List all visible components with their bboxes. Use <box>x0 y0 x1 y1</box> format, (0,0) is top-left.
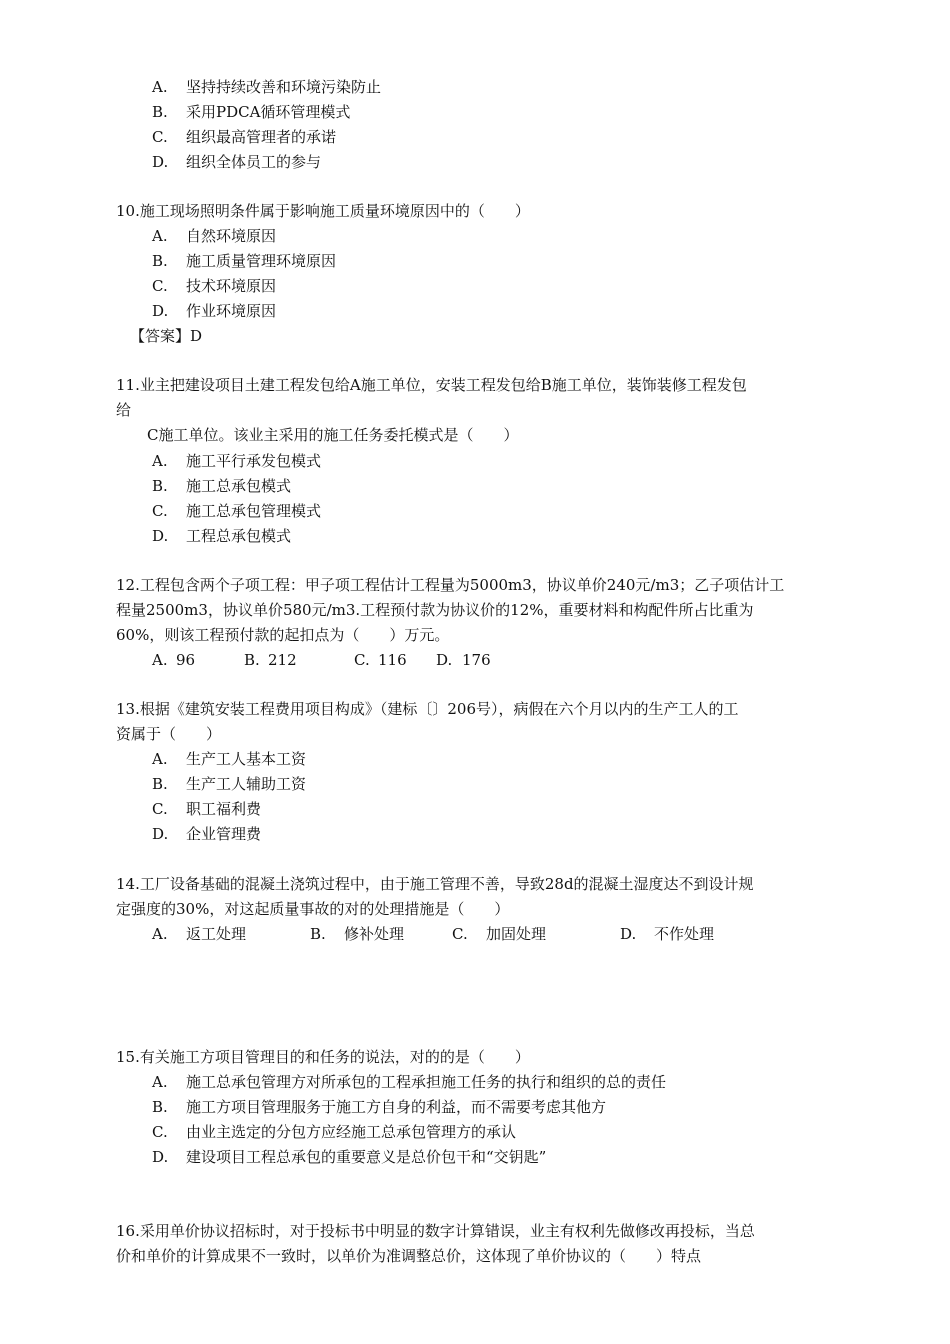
q15-option-d-text: 建设项目工程总承包的重要意义是总价包干和“交钥匙” <box>186 1148 547 1166</box>
q13-option-d-text: 企业管理费 <box>186 825 262 843</box>
q12-option-c-text: 116 <box>378 651 407 669</box>
q13-option-c-letter: C. <box>152 800 168 818</box>
q13-stem-line-2: 资属于（ ） <box>116 725 222 743</box>
q13-option-a-letter: A. <box>152 750 168 768</box>
q11-option-b-letter: B. <box>152 477 168 495</box>
q10-option-a-letter: A. <box>152 227 168 245</box>
q15-option-a-text: 施工总承包管理方对所承包的工程承担施工任务的执行和组织的总的责任 <box>186 1073 667 1091</box>
q15-option-c-letter: C. <box>152 1123 168 1141</box>
q14-stem-line-1: 14.工厂设备基础的混凝土浇筑过程中，由于施工管理不善，导致28d的混凝土湿度达不到设计规 <box>116 875 754 893</box>
q10-option-c-text: 技术环境原因 <box>186 277 277 295</box>
q14-option-d-text: 不作处理 <box>654 925 715 943</box>
q14-option-c-text: 加固处理 <box>486 925 547 943</box>
q10-option-b-text: 施工质量管理环境原因 <box>186 252 337 270</box>
q10-option-b-letter: B. <box>152 252 168 270</box>
q10-stem: 10.施工现场照明条件属于影响施工质量环境原因中的（ ） <box>116 202 530 220</box>
q12-option-b-letter: B. <box>244 651 260 669</box>
q9-option-b-text: 采用PDCA循环管理模式 <box>186 103 351 121</box>
q11-option-a-text: 施工平行承发包模式 <box>186 452 322 470</box>
q14-option-b-letter: B. <box>310 925 326 943</box>
q12-option-c-letter: C. <box>354 651 370 669</box>
q13-option-a-text: 生产工人基本工资 <box>186 750 307 768</box>
q15-option-d-letter: D. <box>152 1148 169 1166</box>
q12-stem-line-2: 程量2500m3，协议单价580元/m3.工程预付款为协议价的12%，重要材料和构配件所占比重为 <box>116 601 754 619</box>
q13-option-c-text: 职工福利费 <box>186 800 262 818</box>
q9-option-a-letter: A. <box>152 78 168 96</box>
q10-option-d-text: 作业环境原因 <box>186 302 277 320</box>
q12-option-a-letter: A. <box>152 651 168 669</box>
q11-option-d-letter: D. <box>152 527 169 545</box>
q9-option-d-text: 组织全体员工的参与 <box>186 153 322 171</box>
q12-option-d-text: 176 <box>462 651 491 669</box>
q11-option-c-text: 施工总承包管理模式 <box>186 502 322 520</box>
q10-answer: 【答案】D <box>130 327 203 345</box>
q12-stem-line-1: 12.工程包含两个子项工程：甲子项工程估计工程量为5000m3，协议单价240元/m3；乙子项估计工 <box>116 576 785 594</box>
q10-option-c-letter: C. <box>152 277 168 295</box>
q9-option-c-letter: C. <box>152 128 168 146</box>
q9-option-d-letter: D. <box>152 153 169 171</box>
q11-option-c-letter: C. <box>152 502 168 520</box>
q16-stem-line-1: 16.采用单价协议招标时，对于投标书中明显的数字计算错误，业主有权利先做修改再投标，当总 <box>116 1222 755 1240</box>
q10-option-d-letter: D. <box>152 302 169 320</box>
q11-stem-line-2: 给 <box>116 401 132 419</box>
q14-stem-line-2: 定强度的30%，对这起质量事故的对的处理措施是（ ） <box>116 900 510 918</box>
q11-stem-line-1: 11.业主把建设项目土建工程发包给A施工单位，安装工程发包给B施工单位，装饰装修工程发包 <box>116 376 747 394</box>
q14-option-d-letter: D. <box>620 925 637 943</box>
q14-option-a-letter: A. <box>152 925 168 943</box>
q15-option-c-text: 由业主选定的分包方应经施工总承包管理方的承认 <box>186 1123 517 1141</box>
q12-option-d-letter: D. <box>436 651 453 669</box>
q11-stem-line-3: C施工单位。该业主采用的施工任务委托模式是（ ） <box>147 426 519 444</box>
q11-option-d-text: 工程总承包模式 <box>186 527 292 545</box>
q14-option-a-text: 返工处理 <box>186 925 247 943</box>
q15-option-a-letter: A. <box>152 1073 168 1091</box>
q12-stem-line-3: 60%，则该工程预付款的起扣点为（ ）万元。 <box>116 626 450 644</box>
q9-option-a-text: 坚持持续改善和环境污染防止 <box>186 78 382 96</box>
q14-option-c-letter: C. <box>452 925 468 943</box>
q15-option-b-text: 施工方项目管理服务于施工方自身的利益，而不需要考虑其他方 <box>186 1098 607 1116</box>
q9-option-c-text: 组织最高管理者的承诺 <box>186 128 337 146</box>
q11-option-b-text: 施工总承包模式 <box>186 477 292 495</box>
q12-option-b-text: 212 <box>268 651 297 669</box>
q11-option-a-letter: A. <box>152 452 168 470</box>
q13-option-d-letter: D. <box>152 825 169 843</box>
q12-option-a-text: 96 <box>176 651 196 669</box>
q14-option-b-text: 修补处理 <box>344 925 405 943</box>
q15-option-b-letter: B. <box>152 1098 168 1116</box>
q15-stem: 15.有关施工方项目管理目的和任务的说法，对的的是（ ） <box>116 1048 530 1066</box>
q9-option-b-letter: B. <box>152 103 168 121</box>
q13-stem-line-1: 13.根据《建筑安装工程费用项目构成》（建标〔〕206号），病假在六个月以内的生产工人的工 <box>116 700 739 718</box>
q13-option-b-letter: B. <box>152 775 168 793</box>
q10-option-a-text: 自然环境原因 <box>186 227 277 245</box>
q16-stem-line-2: 价和单价的计算成果不一致时，以单价为准调整总价，这体现了单价协议的（ ）特点 <box>116 1247 702 1265</box>
q13-option-b-text: 生产工人辅助工资 <box>186 775 307 793</box>
